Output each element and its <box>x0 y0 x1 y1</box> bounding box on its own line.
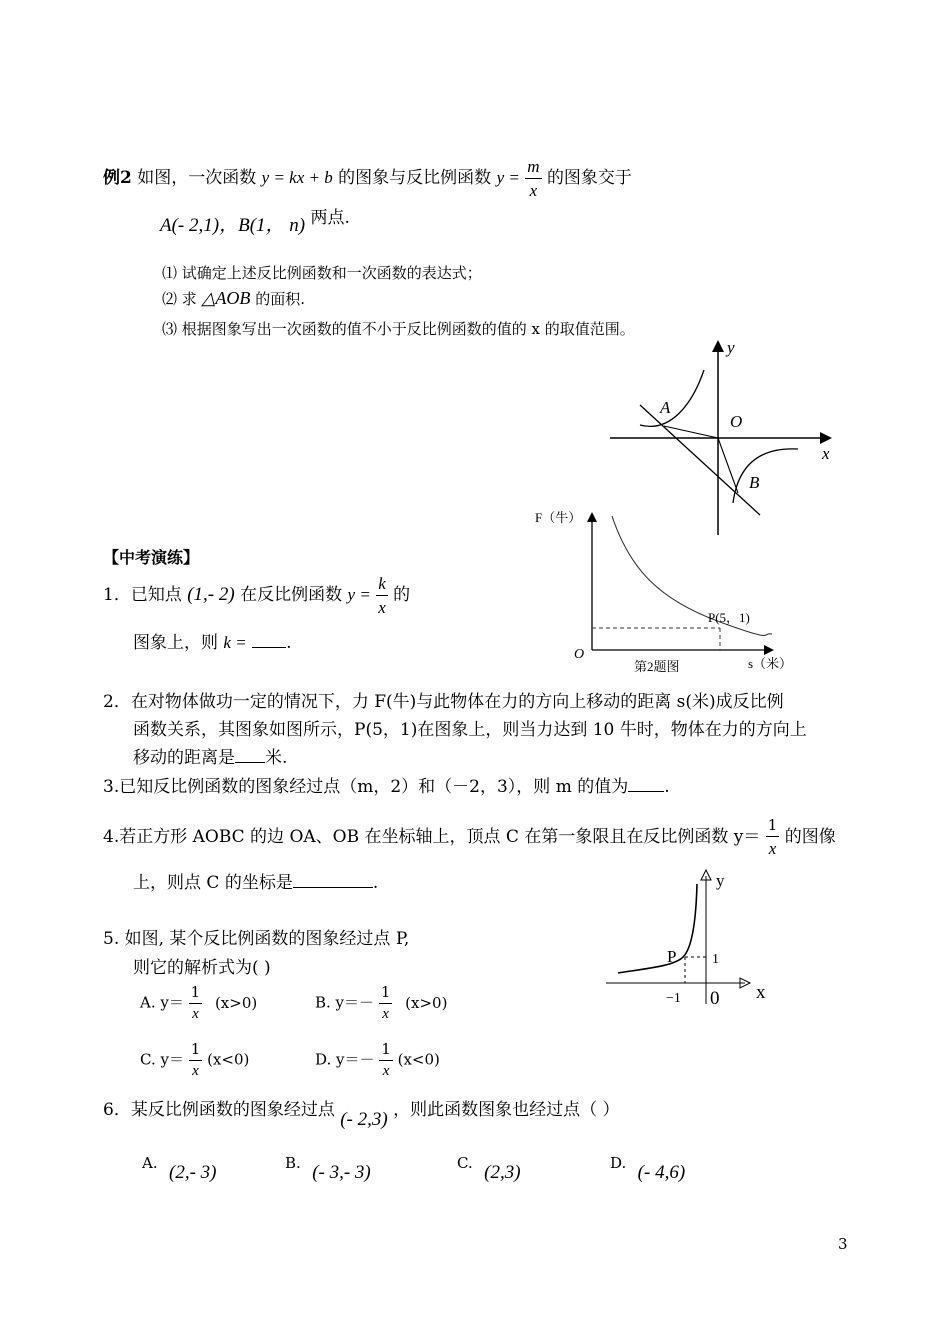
fraction-numerator: m <box>527 157 540 176</box>
fraction-numerator: 1 <box>190 983 201 1001</box>
question-2-b: 的面积. <box>255 290 305 308</box>
problem-1-point: (1,- 2) <box>187 584 235 605</box>
x-axis-label: x <box>756 982 766 1003</box>
y-axis-arrow <box>712 340 724 352</box>
answer-blank-1[interactable] <box>252 647 286 648</box>
fraction-denominator: x <box>376 595 388 616</box>
problem-5-line1: 5. 如图, 某个反比例函数的图象经过点 P, <box>103 929 410 949</box>
problem-1-a: 1．已知点 <box>103 585 182 605</box>
option-5c-cond: (x<0) <box>207 1050 250 1069</box>
problem-6-point: (- 2,3) <box>340 1109 388 1130</box>
option-6c[interactable] <box>457 1152 521 1183</box>
option-5d-cond: (x<0) <box>397 1050 440 1069</box>
option-5b-cond: (x>0) <box>405 993 448 1012</box>
problem-6-a: 6．某反比例函数的图象经过点 <box>103 1100 335 1120</box>
problem-2-line3 <box>133 743 287 768</box>
question-2 <box>162 288 305 309</box>
problem-1-k: k = <box>223 633 247 652</box>
option-6a[interactable] <box>142 1152 217 1183</box>
origin-label: 0 <box>710 988 720 1009</box>
answer-blank-2[interactable] <box>235 762 265 763</box>
x-axis-arrow <box>820 432 832 444</box>
problem-3 <box>103 772 670 797</box>
origin-label: O <box>730 412 743 431</box>
f-axis-label: F（牛） <box>535 510 582 525</box>
problem-4-a: 4.若正方形 AOBC 的边 OA、OB 在坐标轴上，顶点 C 在第一象限且在反比例函数 y＝ <box>103 827 761 847</box>
points-ab: A(- 2,1)，B(1， n) <box>160 215 306 236</box>
fraction-denominator: x <box>189 1060 203 1079</box>
example2-points <box>160 210 350 237</box>
s-axis-label: s（米） <box>748 656 793 671</box>
example-text-b: 的图象与反比例函数 <box>338 168 492 188</box>
answer-blank-4[interactable] <box>293 887 373 888</box>
fraction-numerator: 1 <box>380 983 391 1001</box>
segment-oa <box>664 426 718 438</box>
option-6d[interactable] <box>610 1152 686 1183</box>
fraction-denominator: x <box>379 1060 393 1079</box>
problem-4-end: . <box>372 873 379 893</box>
problem-1-b: 在反比例函数 <box>240 585 343 605</box>
points-tail: 两点. <box>310 208 350 228</box>
option-5b[interactable] <box>315 985 447 1022</box>
option-5a-fraction <box>189 985 203 1022</box>
segment-ob <box>718 438 738 493</box>
question-1: ⑴ 试确定上述反比例函数和一次函数的表达式； <box>162 264 482 282</box>
hyperbola-branch-upper <box>640 370 704 426</box>
problem-2-l3b: 米. <box>265 748 288 768</box>
section-title: 【中考演练】 <box>103 548 200 567</box>
example-text-c: 的图象交于 <box>546 168 632 188</box>
page-number: 3 <box>838 1235 848 1253</box>
problem-1-line1 <box>103 575 410 616</box>
problem-1-line2 <box>133 628 292 653</box>
hyperbola-branch-lower <box>733 449 798 503</box>
tick-one-label: 1 <box>712 952 719 967</box>
origin-label: O <box>574 647 585 662</box>
problem-2-graph <box>530 500 800 680</box>
option-6b-letter: B. <box>285 1154 301 1172</box>
problem-1-lhs: y = <box>347 585 371 604</box>
fraction-denominator: x <box>766 836 780 857</box>
problem-2-line2: 函数关系，其图象如图所示，P(5，1)在图象上，则当力达到 10 牛时，物体在力的方向上 <box>133 720 807 740</box>
option-5a-cond: (x>0) <box>214 993 258 1012</box>
problem-1-d: 图象上，则 <box>133 633 218 653</box>
tick-neg-one-label: −1 <box>666 991 681 1006</box>
problem-2-line1: 2．在对物体做功一定的情况下，力 F(牛)与此物体在力的方向上移动的距离 s(米)成反比例 <box>103 692 784 712</box>
triangle-aob: △AOB <box>201 288 251 308</box>
example-label: 例2 <box>103 168 132 188</box>
option-5a[interactable] <box>140 985 257 1022</box>
option-6c-value: (2,3) <box>484 1162 521 1183</box>
option-5d-fraction <box>379 1042 393 1079</box>
problem-1-end: . <box>286 633 292 653</box>
option-5a-lhs: A. y＝ <box>140 993 184 1012</box>
option-5b-fraction <box>379 985 393 1022</box>
x-axis-label: x <box>822 444 830 463</box>
y-axis-label: y <box>727 338 735 357</box>
problem-3-end: . <box>664 777 670 797</box>
problem-5-line2: 则它的解析式为( ) <box>133 958 271 978</box>
answer-blank-3[interactable] <box>628 791 664 792</box>
option-5c-fraction <box>189 1042 203 1079</box>
option-5c-lhs: C. y＝ <box>140 1050 184 1069</box>
fraction-denominator: x <box>379 1003 393 1022</box>
fraction-numerator: 1 <box>381 1040 391 1058</box>
f-axis-arrow <box>587 512 597 522</box>
question-2-a: ⑵ 求 <box>162 290 197 308</box>
problem-4-line2 <box>133 868 378 893</box>
fraction-denominator: x <box>189 1003 203 1022</box>
inverse-lhs: y = <box>496 168 520 187</box>
option-6b[interactable] <box>285 1152 371 1183</box>
problem-3-text: 3.已知反比例函数的图象经过点（m，2）和（－2，3），则 m 的值为 <box>103 777 629 797</box>
point-p-label: P <box>667 947 677 966</box>
example-text-a: 如图，一次函数 <box>137 168 257 188</box>
option-6a-letter: A. <box>142 1154 158 1172</box>
fraction-numerator: k <box>378 574 386 593</box>
problem-6 <box>103 1095 620 1130</box>
option-6d-letter: D. <box>610 1154 627 1172</box>
problem-2-l3a: 移动的距离是 <box>133 748 235 768</box>
example2-line1 <box>103 158 632 199</box>
option-6b-value: (- 3,- 3) <box>312 1162 371 1183</box>
point-a-label: A <box>660 398 671 417</box>
fraction-numerator: 1 <box>190 1040 201 1058</box>
option-6d-value: (- 4,6) <box>637 1162 686 1183</box>
s-axis-arrow <box>764 645 774 655</box>
problem-1-c: 的 <box>393 585 411 605</box>
problem-4-fraction <box>766 818 780 857</box>
option-5d-lhs: D. y＝－ <box>315 1050 375 1069</box>
point-p-label: P(5，1) <box>708 610 750 625</box>
figure-caption: 第2题图 <box>634 659 680 674</box>
y-axis-label: y <box>716 871 725 890</box>
fraction-numerator: 1 <box>767 816 778 834</box>
problem-4-line1 <box>103 818 836 857</box>
question-3: ⑶ 根据图象写出一次函数的值不小于反比例函数的值的 x 的取值范围。 <box>162 320 635 338</box>
option-5d[interactable] <box>315 1042 440 1079</box>
point-b-label: B <box>749 473 760 492</box>
linear-function: y = kx + b <box>261 168 333 187</box>
option-6c-letter: C. <box>457 1154 473 1172</box>
problem-1-fraction <box>376 575 388 616</box>
problem-4-c: 上，则点 C 的坐标是 <box>133 873 293 893</box>
inverse-fraction <box>525 158 541 199</box>
fraction-denominator: x <box>525 178 541 199</box>
problem-5-graph <box>600 862 780 1012</box>
option-6a-value: (2,- 3) <box>169 1162 217 1183</box>
option-5b-lhs: B. y＝－ <box>315 993 375 1012</box>
problem-6-b: ，则此函数图象也经过点（ ） <box>393 1100 620 1120</box>
problem-4-b: 的图像 <box>784 827 836 847</box>
option-5c[interactable] <box>140 1042 249 1079</box>
